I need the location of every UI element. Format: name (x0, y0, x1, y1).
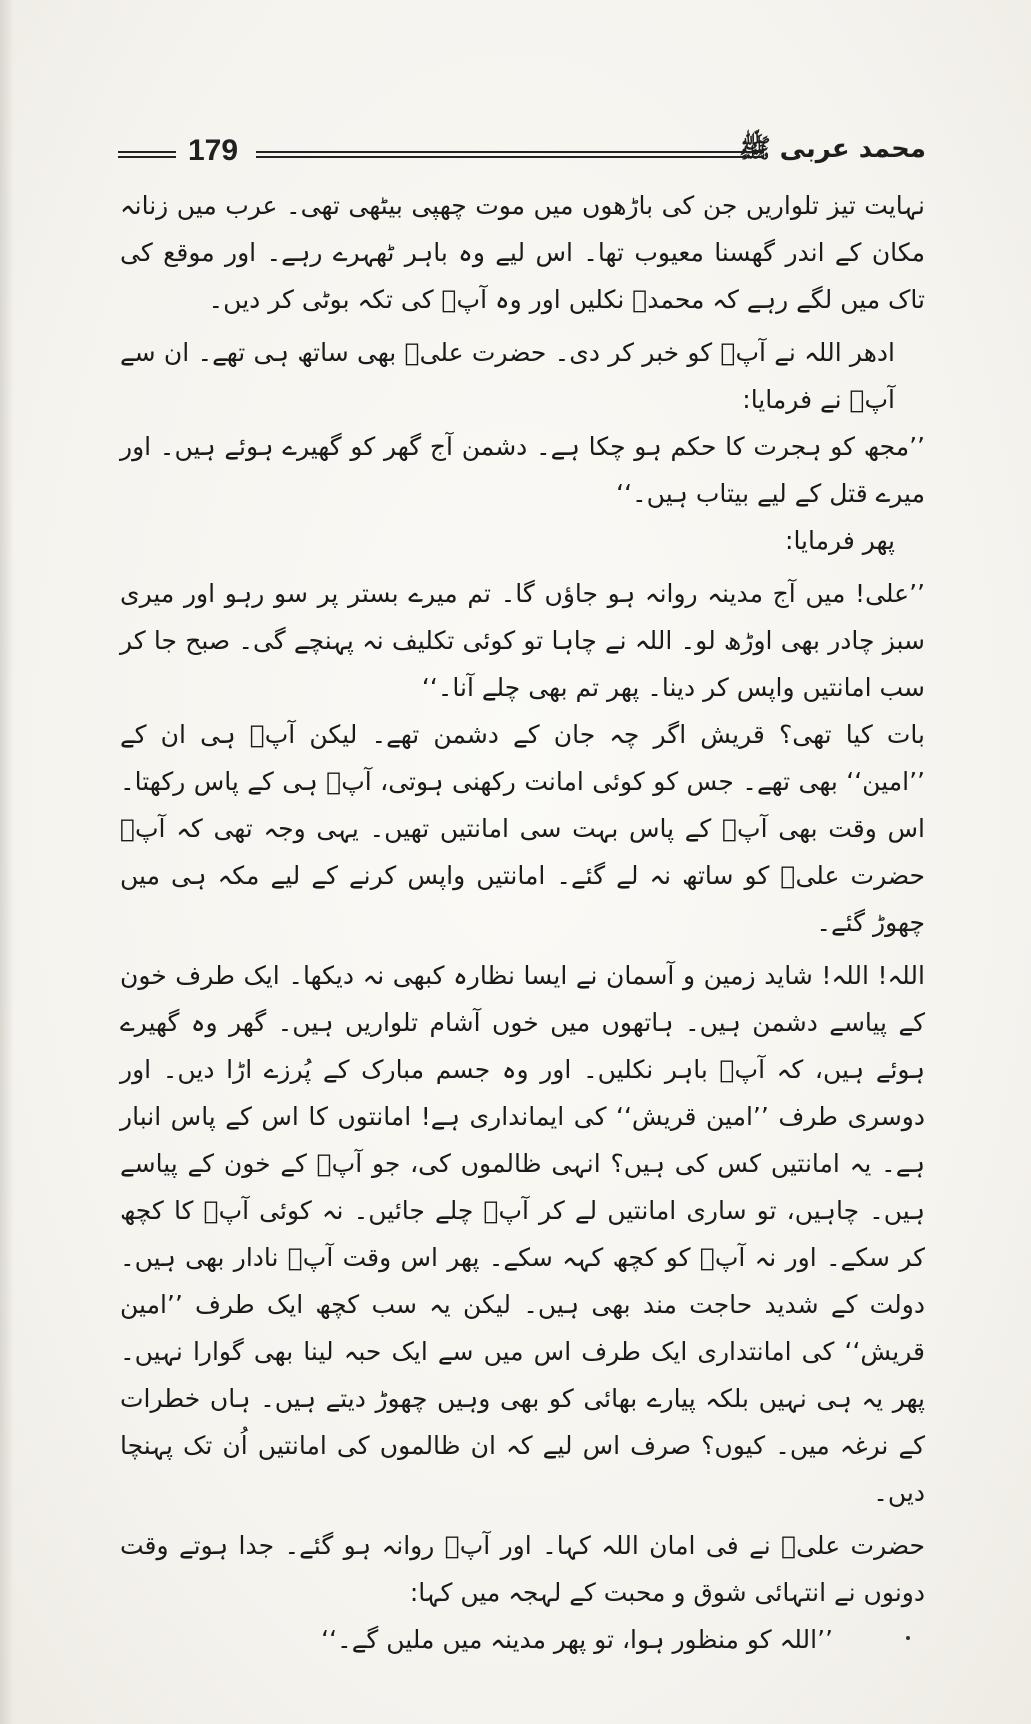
print-speck (906, 1636, 910, 1640)
paragraph-amanat: بات کیا تھی؟ قریش اگر چہ جان کے دشمن تھے۔ لیکن آپؐ ہی ان کے ’’امین‘‘ بھی تھے۔ جس کو کوئی امانت رکھنی ہوتی، آپؐ ہی کے پاس رکھتا۔ اس وقت بھی آپؐ کے پاس بہت سی امانتیں تھیں۔ یہی وجہ تھی کہ آپؐ حضرت علیؓ کو ساتھ نہ لے گئے۔ امانتیں واپس کرنے کے لیے مکہ ہی میں چھوڑ گئے۔ (120, 720, 925, 937)
page-header (118, 136, 926, 170)
page-edge-shadow (0, 0, 14, 1724)
paragraph-farewell: حضرت علیؓ نے فی امان اللہ کہا۔ اور آپؐ روانہ ہو گئے۔ جدا ہوتے وقت دونوں نے انتہائی شوق و محبت کے لہجہ میں کہا: (120, 1531, 925, 1607)
paragraph-allah-allah: اللہ! اللہ! شاید زمین و آسمان نے ایسا نظارہ کبھی نہ دیکھا۔ ایک طرف خون کے پیاسے دشمن ہیں۔ ہاتھوں میں خوں آشام تلواریں ہیں۔ گھر وہ گھیرے ہوئے ہیں، کہ آپؐ باہر نکلیں۔ اور وہ جسم مبارک کے پُرزے اڑا دیں۔ اور دوسری طرف ’’امین قریش‘‘ کی ایمانداری ہے! امانتوں کا اس کے پاس انبار ہے۔ یہ امانتیں کس کی ہیں؟ انہی ظالموں کی، جو آپؐ کے خون کے پیاسے ہیں۔ چاہیں، تو ساری امانتیں لے کر آپؐ چلے جائیں۔ نہ کوئی آپؐ کا کچھ کر سکے۔ اور نہ آپؐ کو کچھ کہہ سکے۔ پھر اس وقت آپؐ نادار بھی ہیں۔ دولت کے شدید حاجت مند بھی ہیں۔ لیکن یہ سب کچھ ایک طرف ’’امین قریش‘‘ کی امانتداری ایک طرف اس میں سے ایک حبہ لینا بھی گوارا نہیں۔ پھر یہ ہی نہیں بلکہ پیارے بھائی کو بھی وہیں چھوڑ دیتے ہیں۔ ہاں خطرات کے نرغہ میں۔ کیوں؟ صرف اس لیے کہ ان ظالموں کی امانتیں اُن تک پہنچا دیں۔ (120, 961, 925, 1507)
paragraph-then-said: پھر فرمایا: (785, 526, 895, 555)
body-text (120, 182, 925, 1663)
quote-to-ali: ’’علی! میں آج مدینہ روانہ ہو جاؤں گا۔ تم میرے بستر پر سو رہو اور میری سبز چادر بھی اوڑھ لو۔ اللہ نے چاہا تو کوئی تکلیف نہ پہنچے گی۔ صبح جا کر سب امانتیں واپس کر دینا۔ پھر تم بھی چلے آنا۔‘‘ (120, 579, 925, 702)
running-title: محمد عربی ﷺ (739, 134, 926, 164)
quote-meet-in-madina: ’’اللہ کو منظور ہوا، تو پھر مدینہ میں ملیں گے۔‘‘ (321, 1625, 833, 1654)
paragraph-2: ادھر اللہ نے آپؐ کو خبر کر دی۔ حضرت علیؓ بھی ساتھ ہی تھے۔ ان سے آپؐ نے فرمایا: (120, 338, 895, 414)
header-rule-middle (256, 151, 764, 158)
page-number: 179 (188, 134, 239, 167)
paragraph-1: نہایت تیز تلواریں جن کی باڑھوں میں موت چھپی بیٹھی تھی۔ عرب میں زنانہ مکان کے اندر گھسنا معیوب تھا۔ اس لیے وہ باہر ٹھہرے رہے۔ اور موقع کی تاک میں لگے رہے کہ محمدؐ نکلیں اور وہ آپؐ کی تکہ بوٹی کر دیں۔ (120, 191, 925, 314)
header-rule-left (118, 151, 176, 158)
quote-hijrat-order: ’’مجھ کو ہجرت کا حکم ہو چکا ہے۔ دشمن آج گھر کو گھیرے ہوئے ہیں۔ اور میرے قتل کے لیے بیتاب ہیں۔‘‘ (120, 432, 925, 508)
